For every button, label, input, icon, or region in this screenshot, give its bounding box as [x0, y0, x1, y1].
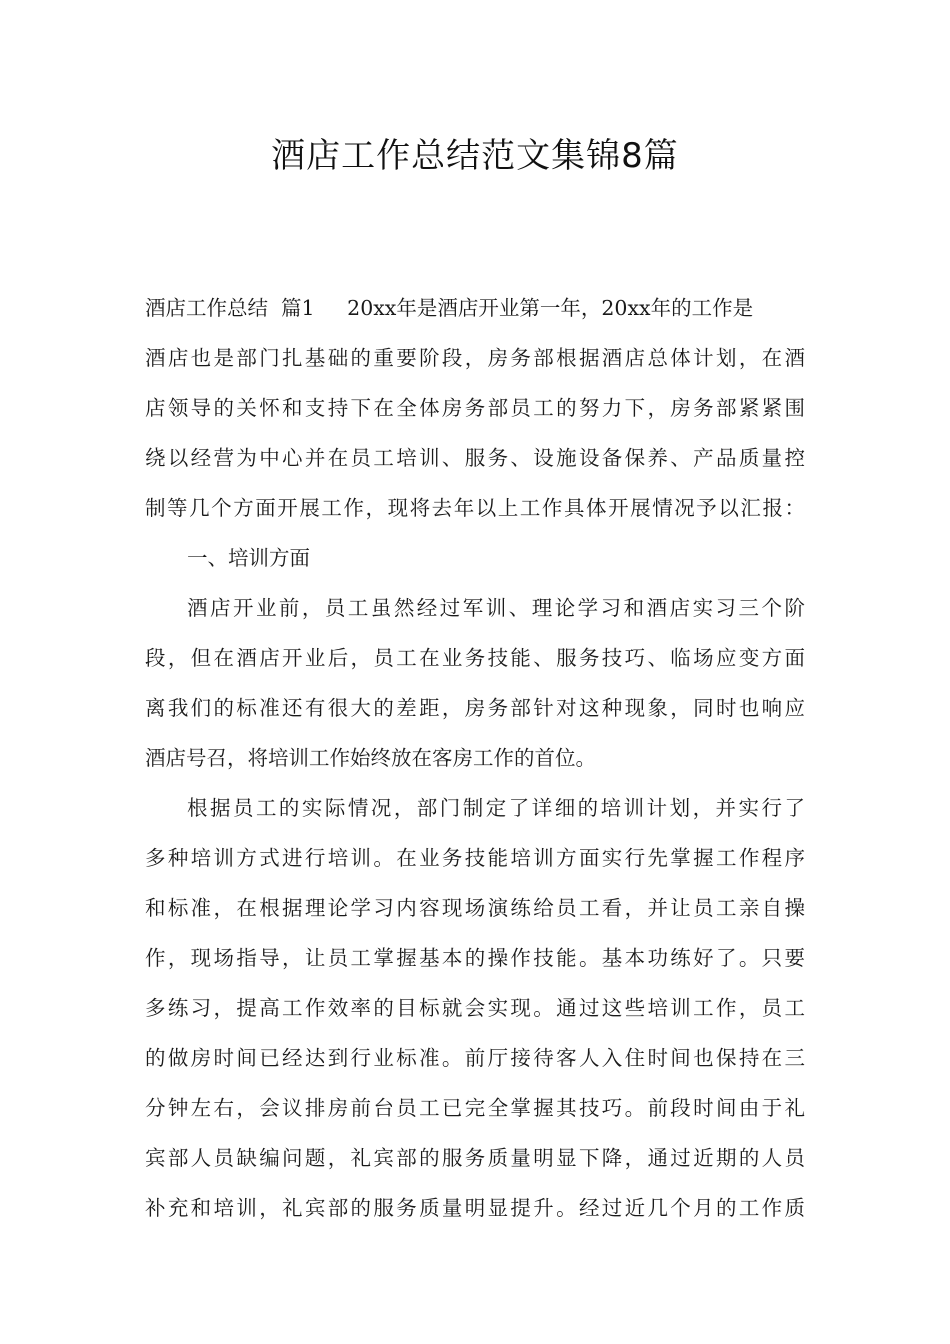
- document-title: 酒店工作总结范文集锦8篇: [271, 136, 679, 176]
- body-line: 店领导的关怀和支持下在全体房务部员工的努力下，房务部紧紧围: [145, 396, 805, 420]
- body-line: 多练习，提高工作效率的目标就会实现。通过这些培训工作，员工: [145, 996, 805, 1020]
- body-line: 多种培训方式进行培训。在业务技能培训方面实行先掌握工作程序: [145, 846, 805, 870]
- body-line: 的做房时间已经达到行业标准。前厅接待客人入住时间也保持在三: [145, 1046, 805, 1070]
- body-line: 分钟左右，会议排房前台员工已完全掌握其技巧。前段时间由于礼: [145, 1096, 805, 1120]
- body-line: 酒店开业前，员工虽然经过军训、理论学习和酒店实习三个阶: [187, 596, 805, 620]
- body-line: 制等几个方面开展工作，现将去年以上工作具体开展情况予以汇报：: [145, 496, 805, 520]
- body-line: 和标准，在根据理论学习内容现场演练给员工看，并让员工亲自操: [145, 896, 805, 920]
- body-line: 酒店工作总结 篇1 20xx年是酒店开业第一年，20xx年的工作是: [145, 296, 754, 320]
- document-body: [145, 283, 805, 1233]
- body-line: 酒店号召，将培训工作始终放在客房工作的首位。: [145, 746, 596, 770]
- body-line: 根据员工的实际情况，部门制定了详细的培训计划，并实行了: [187, 796, 805, 820]
- body-line: 离我们的标准还有很大的差距，房务部针对这种现象，同时也响应: [145, 696, 805, 720]
- body-line: 补充和培训，礼宾部的服务质量明显提升。经过近几个月的工作质: [145, 1196, 805, 1220]
- body-line: 绕以经营为中心并在员工培训、服务、设施设备保养、产品质量控: [145, 446, 805, 470]
- body-line: 段，但在酒店开业后，员工在业务技能、服务技巧、临场应变方面: [145, 646, 805, 670]
- body-line: 酒店也是部门扎基础的重要阶段，房务部根据酒店总体计划，在酒: [145, 346, 805, 370]
- body-line: 作，现场指导，让员工掌握基本的操作技能。基本功练好了。只要: [145, 946, 805, 970]
- section-heading: 一、培训方面: [187, 546, 310, 570]
- body-line: 宾部人员缺编问题，礼宾部的服务质量明显下降，通过近期的人员: [145, 1146, 805, 1170]
